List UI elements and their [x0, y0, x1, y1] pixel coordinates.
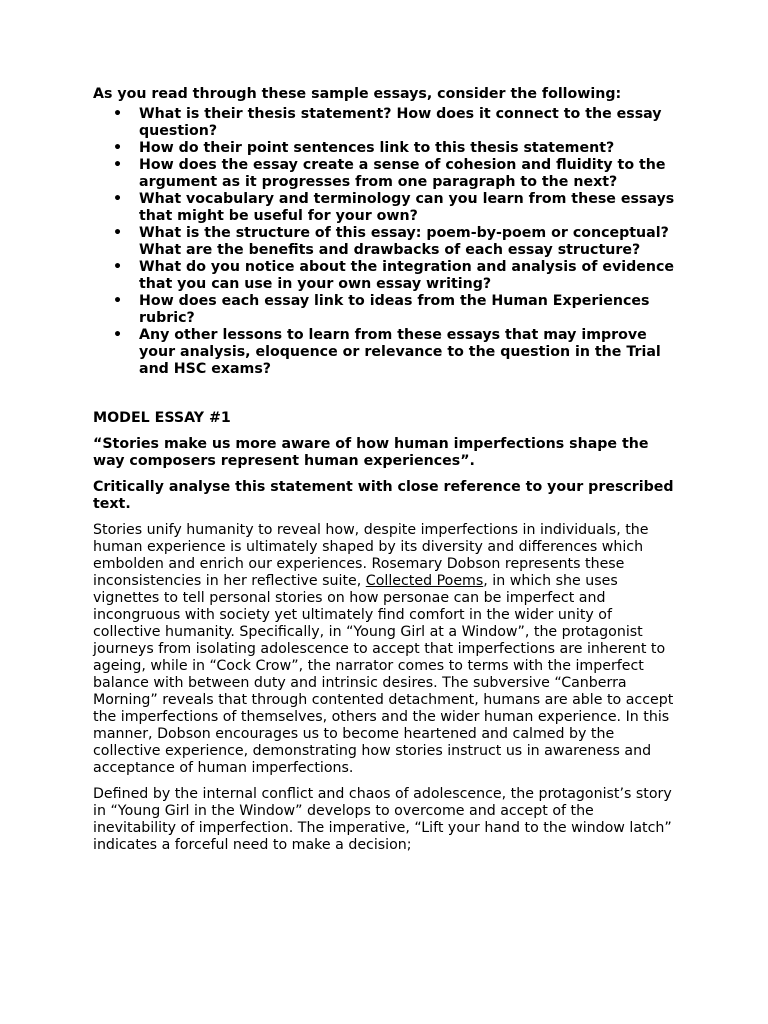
bullet-icon: •	[113, 327, 123, 343]
question-list	[93, 106, 679, 378]
essay-quote: “Stories make us more aware of how human imperfections shape the way composers represent human experiences”.	[93, 436, 649, 469]
essay-heading: MODEL ESSAY #1	[93, 410, 231, 426]
paragraph-text: , in which she uses vignettes to tell personal stories on how personae can be imperfect and incongruous with society yet ultimately find comfort in the wider unity of collective humanity. Specifically, in “Young Girl at a Window”, the protagonist journeys from isolating adolescence to accept that imperfections are inherent to ageing, while in “Cock Crow”, the narrator comes to terms with the imperfect balance with between duty and intrinsic desires. The subversive “Canberra Morning” reveals that through contented detachment, humans are able to accept the imperfections of themselves, others and the wider human experience. In this manner, Dobson encourages us to become heartened and calmed by the collective experience, demonstrating how stories instruct us in awareness and acceptance of human imperfections.	[93, 573, 674, 776]
list-item	[93, 140, 679, 157]
question-text: Any other lessons to learn from these essays that may improve your analysis, eloquence or relevance to the question in the Trial and HSC exams?	[139, 327, 661, 377]
question-text: How does each essay link to ideas from the Human Experiences rubric?	[139, 293, 650, 326]
list-item	[93, 225, 679, 259]
essay-instruction: Critically analyse this statement with close reference to your prescribed text.	[93, 479, 674, 512]
document-page	[93, 86, 679, 863]
list-item	[93, 191, 679, 225]
question-text: How do their point sentences link to this thesis statement?	[139, 140, 615, 156]
question-text: What vocabulary and terminology can you learn from these essays that might be useful for your own?	[139, 191, 675, 224]
essay-paragraph-2: Defined by the internal conflict and chaos of adolescence, the protagonist’s story in “Young Girl in the Window” develops to overcome and accept of the inevitability of imperfection. The imperative, “Lift your hand to the window latch” indicates a forceful need to make a decision;	[93, 786, 672, 853]
bullet-icon: •	[113, 259, 123, 275]
question-text: What is the structure of this essay: poem-by-poem or conceptual? What are the benefits and drawbacks of each essay structure?	[139, 225, 669, 258]
bullet-icon: •	[113, 191, 123, 207]
paragraph-text: Stories unify humanity to reveal how, despite imperfections in individuals, the human experience is ultimately shaped by its diversity and differences which embolden and enrich our experiences. Rosemary Dobson represents these inconsistencies in her reflective suite,	[93, 522, 649, 589]
bullet-icon: •	[113, 106, 123, 122]
list-item	[93, 157, 679, 191]
bullet-icon: •	[113, 157, 123, 173]
essay-paragraph-1	[93, 522, 679, 777]
question-text: What do you notice about the integration and analysis of evidence that you can use in your own essay writing?	[139, 259, 674, 292]
question-text: What is their thesis statement? How does it connect to the essay question?	[139, 106, 662, 139]
bullet-icon: •	[113, 140, 123, 156]
list-item	[93, 293, 679, 327]
list-item	[93, 259, 679, 293]
question-text: How does the essay create a sense of cohesion and fluidity to the argument as it progresses from one paragraph to the next?	[139, 157, 666, 190]
list-item	[93, 327, 679, 378]
text-title: Collected Poems	[365, 573, 484, 589]
bullet-icon: •	[113, 225, 123, 241]
list-item	[93, 106, 679, 140]
intro-text: As you read through these sample essays, consider the following:	[93, 86, 622, 102]
bullet-icon: •	[113, 293, 123, 309]
